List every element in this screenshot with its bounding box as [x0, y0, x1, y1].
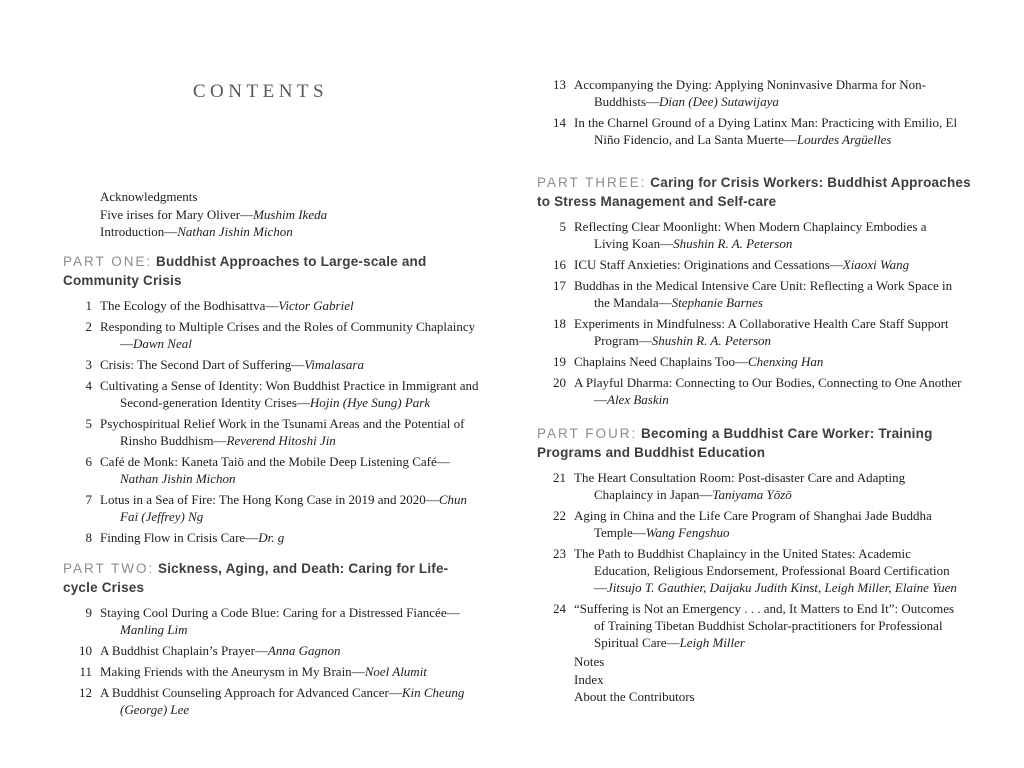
chapter-title: Responding to Multiple Crises and the Roles of Community Chaplaincy — [100, 319, 476, 334]
chapter-title: “Suffering is Not an Emergency . . . and, It Matters to End It”: Outcomes of Training Tibetan Buddhist Scholar-practitioners for Professional Spiritual Care — [574, 601, 955, 650]
back-matter-item: Index — [574, 671, 604, 687]
chapter-title: Lotus in a Sea of Fire: The Hong Kong Case in 2019 and 2020 — [100, 492, 426, 507]
chapter-title: Psychospiritual Relief Work in the Tsunami Areas and the Potential of Rinsho Buddhism — [100, 416, 465, 448]
front-matter-author: Nathan Jishin Michon — [177, 224, 293, 239]
chapter-text — [100, 297, 488, 314]
toc-left-column — [63, 0, 488, 768]
part-label: PART THREE: — [537, 175, 647, 190]
chapter-item — [537, 218, 962, 252]
part-three — [537, 173, 971, 412]
chapter-title: The Heart Consultation Room: Post-disaster Care and Adapting Chaplaincy in Japan — [574, 470, 906, 502]
back-matter-item: Notes — [574, 654, 605, 669]
chapter-text — [100, 663, 488, 680]
part-heading — [63, 559, 458, 597]
chapter-author: Xiaoxi Wang — [842, 257, 910, 272]
em-dash: — — [254, 643, 268, 658]
em-dash: — — [425, 492, 439, 507]
chapter-author: Stephanie Barnes — [671, 295, 763, 310]
chapter-number: 16 — [553, 257, 566, 272]
part-chapters — [63, 297, 488, 546]
front-matter-title: Introduction — [100, 224, 165, 239]
em-dash: — — [291, 357, 305, 372]
chapter-number: 2 — [85, 319, 92, 334]
chapter-number: 13 — [553, 77, 566, 92]
chapter-text — [574, 256, 962, 273]
em-dash: — — [594, 392, 607, 407]
part-label: PART TWO: — [63, 561, 155, 576]
chapter-author: Shushin R. A. Peterson — [651, 333, 772, 348]
chapter-item — [63, 415, 488, 449]
chapter-item — [63, 529, 488, 546]
chapter-author: Dian (Dee) Sutawijaya — [659, 94, 779, 109]
chapter-text — [100, 491, 488, 525]
front-matter — [63, 188, 488, 241]
chapter-title: A Buddhist Counseling Approach for Advanced Cancer — [100, 685, 389, 700]
chapter-title: The Path to Buddhist Chaplaincy in the United States: Academic Education, Religious Endorsement, Professional Board Certification — [574, 546, 950, 578]
chapter-title: In the Charnel Ground of a Dying Latinx Man: Practicing with Emilio, El Niño Fidencio, and La Santa Muerte — [574, 115, 958, 147]
em-dash: — — [783, 132, 797, 147]
chapter-author: Kin Cheung (George) Lee — [120, 685, 465, 717]
chapter-author: Alex Baskin — [607, 392, 669, 407]
part-chapters — [537, 469, 962, 651]
chapter-text — [100, 356, 488, 373]
chapter-text — [100, 604, 488, 638]
chapter-text — [100, 453, 488, 487]
chapter-title: The Ecology of the Bodhisattva — [100, 298, 266, 313]
chapter-text — [100, 415, 488, 449]
chapter-number: 7 — [85, 492, 92, 507]
chapter-number: 21 — [553, 470, 566, 485]
chapter-author: Chenxing Han — [747, 354, 824, 369]
chapter-title: A Playful Dharma: Connecting to Our Bodies, Connecting to One Another — [574, 375, 962, 390]
chapter-text — [574, 277, 962, 311]
part-title: Sickness, Aging, and Death: Caring for Life-cycle Crises — [63, 561, 449, 595]
chapter-item — [537, 469, 962, 503]
em-dash: — — [213, 433, 227, 448]
chapter-number: 24 — [553, 601, 566, 616]
part-title: Caring for Crisis Workers: Buddhist Approaches to Stress Management and Self-care — [537, 175, 971, 209]
chapter-text — [574, 218, 962, 252]
back-matter-item: About the Contributors — [574, 689, 695, 704]
chapter-number: 4 — [85, 378, 92, 393]
em-dash: — — [296, 395, 310, 410]
chapter-item — [537, 545, 962, 596]
em-dash: — — [660, 236, 674, 251]
chapter-author: Chun Fai (Jeffrey) Ng — [120, 492, 467, 524]
chapter-number: 5 — [559, 219, 566, 234]
part-one — [63, 252, 488, 550]
chapter-author: Dr. g — [258, 530, 285, 545]
chapter-author: Leigh Miller — [679, 635, 745, 650]
chapter-number: 19 — [553, 354, 566, 369]
chapter-item — [63, 318, 488, 352]
chapter-item — [63, 356, 488, 373]
part-heading — [63, 252, 458, 290]
chapter-text — [574, 507, 962, 541]
part-heading — [537, 173, 982, 211]
em-dash: — — [240, 206, 254, 222]
chapter-author: Manling Lim — [120, 622, 188, 637]
em-dash: — — [646, 94, 660, 109]
em-dash: — — [436, 454, 450, 469]
chapter-item — [63, 604, 488, 638]
chapter-title: Experiments in Mindfulness: A Collaborative Health Care Staff Support Program — [574, 316, 949, 348]
chapter-text — [100, 642, 488, 659]
chapter-number: 23 — [553, 546, 566, 561]
chapter-number: 10 — [79, 643, 92, 658]
chapter-number: 9 — [85, 605, 92, 620]
part-two-continued-chapters — [537, 76, 962, 152]
chapter-number: 11 — [79, 664, 92, 679]
em-dash: — — [734, 354, 748, 369]
chapter-title: Making Friends with the Aneurysm in My Brain — [100, 664, 352, 679]
front-matter-title: Acknowledgments — [100, 189, 198, 204]
part-chapters — [537, 218, 962, 408]
chapter-title: Café de Monk: Kaneta Taiō and the Mobile Deep Listening Café — [100, 454, 437, 469]
chapter-item — [537, 507, 962, 541]
chapter-item — [63, 642, 488, 659]
chapter-item — [537, 353, 962, 370]
chapter-author: Noel Alumit — [364, 664, 427, 679]
chapter-number: 18 — [553, 316, 566, 331]
chapter-author: Dawn Neal — [133, 336, 192, 351]
em-dash: — — [699, 487, 713, 502]
front-matter-author: Mushim Ikeda — [253, 206, 328, 222]
back-matter — [537, 653, 962, 706]
chapter-item — [63, 663, 488, 680]
chapter-text — [574, 545, 962, 596]
em-dash: — — [594, 580, 607, 595]
chapter-item — [537, 277, 962, 311]
em-dash: — — [388, 685, 402, 700]
chapter-title: Staying Cool During a Code Blue: Caring for a Distressed Fiancée — [100, 605, 447, 620]
chapter-author: Jitsujo T. Gauthier, Daijaku Judith Kinst, Leigh Miller, Elaine Yuen — [607, 580, 957, 595]
front-matter-title: Five irises for Mary Oliver — [100, 206, 241, 222]
chapter-number: 3 — [85, 357, 92, 372]
chapter-title: ICU Staff Anxieties: Originations and Cessations — [574, 257, 830, 272]
chapter-author: Anna Gagnon — [267, 643, 341, 658]
chapter-number: 6 — [85, 454, 92, 469]
chapter-item — [537, 600, 962, 651]
part-title: Becoming a Buddhist Care Worker: Training Programs and Buddhist Education — [537, 426, 933, 460]
chapter-text — [574, 469, 962, 503]
part-two — [63, 559, 488, 722]
front-matter-item — [100, 206, 488, 224]
chapter-author: Shushin R. A. Peterson — [673, 236, 793, 251]
chapter-text — [574, 315, 962, 349]
em-dash: — — [245, 530, 259, 545]
chapter-number: 22 — [553, 508, 566, 523]
chapter-text — [574, 600, 962, 651]
em-dash: — — [829, 257, 843, 272]
em-dash: — — [446, 605, 460, 620]
chapter-title: Reflecting Clear Moonlight: When Modern Chaplaincy Embodies a Living Koan — [574, 219, 927, 251]
chapter-item — [537, 114, 962, 148]
chapter-text — [100, 529, 488, 546]
chapter-title: Crisis: The Second Dart of Suffering — [100, 357, 292, 372]
chapter-text — [574, 374, 962, 408]
chapter-title: A Buddhist Chaplain’s Prayer — [100, 643, 255, 658]
chapter-text — [574, 114, 962, 148]
chapter-text — [574, 353, 962, 370]
em-dash: — — [351, 664, 365, 679]
chapter-item — [537, 374, 962, 408]
em-dash: — — [164, 224, 178, 239]
chapter-number: 5 — [85, 416, 92, 431]
part-label: PART FOUR: — [537, 426, 638, 441]
front-matter-item — [100, 223, 488, 241]
chapter-author: Lourdes Argüelles — [796, 132, 892, 147]
chapter-item — [63, 377, 488, 411]
chapter-item — [63, 453, 488, 487]
chapter-number: 8 — [85, 530, 92, 545]
chapter-number: 17 — [553, 278, 566, 293]
chapter-item — [537, 315, 962, 349]
part-title: Buddhist Approaches to Large-scale and Community Crisis — [63, 254, 427, 288]
chapter-author: Nathan Jishin Michon — [120, 471, 236, 486]
chapter-author: Taniyama Yōzō — [712, 487, 792, 502]
chapter-number: 14 — [553, 115, 566, 130]
chapter-text — [100, 377, 488, 411]
chapter-title: Aging in China and the Life Care Program of Shanghai Jade Buddha Temple — [574, 508, 932, 540]
part-label: PART ONE: — [63, 254, 153, 269]
chapter-text — [100, 684, 488, 718]
part-four — [537, 424, 962, 655]
chapter-item — [537, 76, 962, 110]
toc-right-column — [537, 0, 971, 768]
contents-title: CONTENTS — [192, 81, 329, 102]
chapter-text — [574, 76, 962, 110]
chapter-text — [100, 318, 488, 352]
chapter-title: Cultivating a Sense of Identity: Won Buddhist Practice in Immigrant and Second-generation Identity Crises — [100, 378, 479, 410]
part-heading — [537, 424, 982, 462]
chapter-author: Wang Fengshuo — [645, 525, 730, 540]
em-dash: — — [265, 298, 279, 313]
part-chapters — [63, 604, 488, 718]
chapter-item — [63, 684, 488, 718]
chapter-number: 12 — [79, 685, 92, 700]
chapter-author: Vimalasara — [304, 357, 364, 372]
em-dash: — — [638, 333, 652, 348]
chapter-title: Buddhas in the Medical Intensive Care Unit: Reflecting a Work Space in the Mandala — [574, 278, 953, 310]
front-matter-item — [100, 188, 488, 206]
chapter-item — [63, 297, 488, 314]
em-dash: — — [120, 336, 133, 351]
chapter-author: Victor Gabriel — [278, 298, 354, 313]
chapter-author: Hojin (Hye Sung) Park — [309, 395, 431, 410]
chapter-title: Chaplains Need Chaplains Too — [574, 354, 735, 369]
chapter-item — [537, 256, 962, 273]
chapter-title: Finding Flow in Crisis Care — [100, 530, 246, 545]
chapter-item — [63, 491, 488, 525]
chapter-title: Accompanying the Dying: Applying Noninvasive Dharma for Non-Buddhists — [574, 77, 927, 109]
em-dash: — — [658, 295, 672, 310]
chapter-number: 20 — [553, 375, 566, 390]
em-dash: — — [666, 635, 680, 650]
chapter-author: Reverend Hitoshi Jin — [226, 433, 336, 448]
em-dash: — — [632, 525, 646, 540]
chapter-number: 1 — [85, 298, 92, 313]
